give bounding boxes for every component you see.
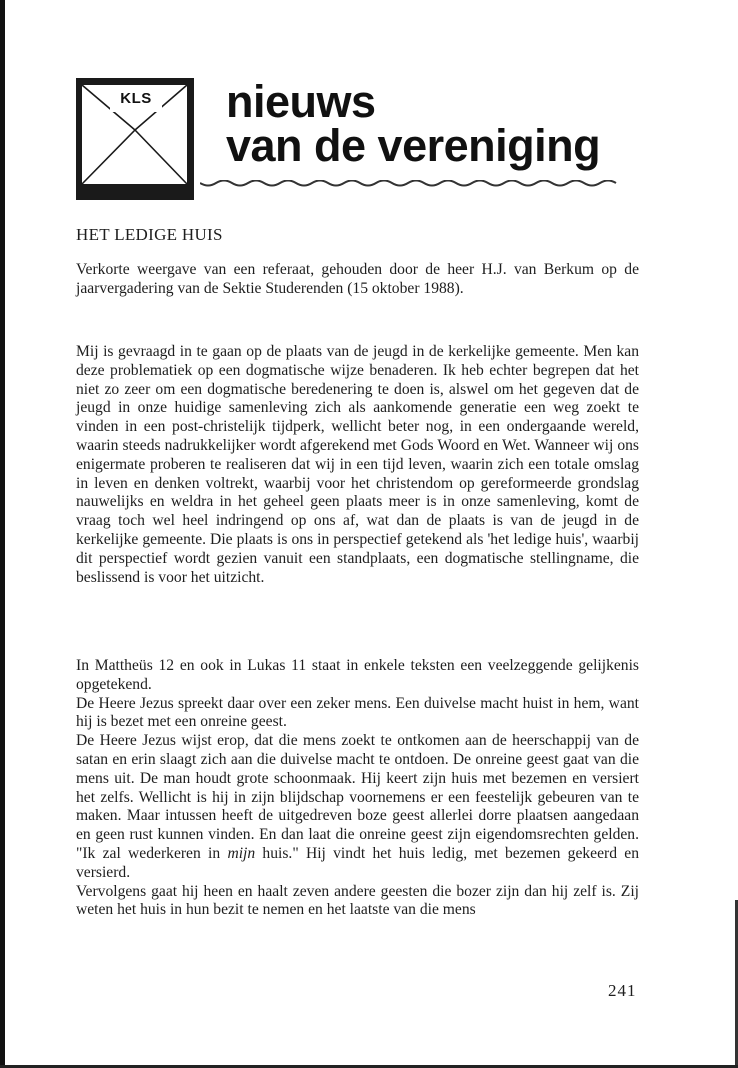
page-number: 241: [608, 981, 637, 1000]
emphasis-mijn: mijn: [227, 844, 256, 862]
body-text-onreine-geest: [76, 732, 639, 882]
section-header-title: [226, 76, 601, 171]
body-paragraph-1: Mij is gevraagd in te gaan op de plaats van de jeugd in de kerkelijke gemeente. Men kan deze problematiek op een dogmatische wijze benaderen. Ik heb echter begrepen dat het niet zo zeer om een dogmatische beredenering te doen is, alswel om het gegeven dat de jeugd in onze huidige samenleving zich als aankomende generatie een weg zoekt te vinden in een post-christelijk tijdperk, wellicht beter nog, in een ondergaande wereld, waarin steeds nadrukkelijker wordt afgerekend met Gods Woord en Wet. Wanneer wij ons enigermate proberen te realiseren dat wij in een tijd leven, waarin zich een totale omslag in leven en denken voltrekt, waarbij voor het christendom op gereformeerde grondslag nauwelijks en weldra in het geheel geen plaats meer is in onze samenleving, komt de vraag toch wel heel indringend op ons af, wat dan de plaats is van de jeugd in de kerkelijke gemeente. Die plaats is ons in perspectief getekend als 'het ledige huis', waarbij dit perspectief wordt gezien vanuit een standplaats, een dogmatische stellingname, die beslissend is voor het uitzicht.: [76, 343, 639, 586]
body-text-segment: De Heere Jezus wijst erop, dat die mens zoekt te ontkomen aan de heerschappij van de satan en erin slaagt zich aan die duivelse macht te ontdoen. De onreine geest gaat van die mens uit. De man houdt grote schoonmaak. Hij keert zijn huis met bezemen en versiert het zelfs. Wellicht is hij in zijn blijdschap voornemens er een feestelijk gebeuren van te maken. Maar intussen heeft de uitgedreven boze geest allerlei dorre plaatsen aangedaan en geen rust kunnen vinden. En dan laat die onreine geest zijn eigendomsrechten gelden. "Ik zal wederkeren in: [76, 732, 639, 862]
header-title-line1: nieuws: [226, 76, 376, 127]
body-text-mattheus: In Mattheüs 12 en ook in Lukas 11 staat in enkele teksten een veelzeggende gelijkenis opgetekend.: [76, 657, 639, 693]
logo-text: KLS: [120, 90, 152, 107]
wavy-underline: [200, 180, 620, 190]
article-title: HET LEDIGE HUIS: [76, 225, 223, 244]
scan-edge-left: [0, 0, 5, 1068]
body-text-zeker-mens: De Heere Jezus spreekt daar over een zeker mens. Een duivelse macht huist in hem, want hij is bezet met een onreine geest.: [76, 694, 639, 731]
body-text-segment: huis." Hij vindt het huis ledig, met bezemen gekeerd en versierd.: [76, 844, 639, 881]
body-paragraph-2: [76, 657, 639, 920]
body-text-zeven-geesten: Vervolgens gaat hij heen en haalt zeven andere geesten die bozer zijn dan hij zelf is. Zij weten het huis in hun bezit te nemen en het laatste van die mens: [76, 882, 639, 919]
article-intro: Verkorte weergave van een referaat, gehouden door de heer H.J. van Berkum op de jaarvergadering van de Sektie Studerenden (15 oktober 1988).: [76, 261, 639, 297]
header-title-line2: van de vereniging: [226, 120, 601, 171]
kls-envelope-logo: [76, 78, 194, 200]
